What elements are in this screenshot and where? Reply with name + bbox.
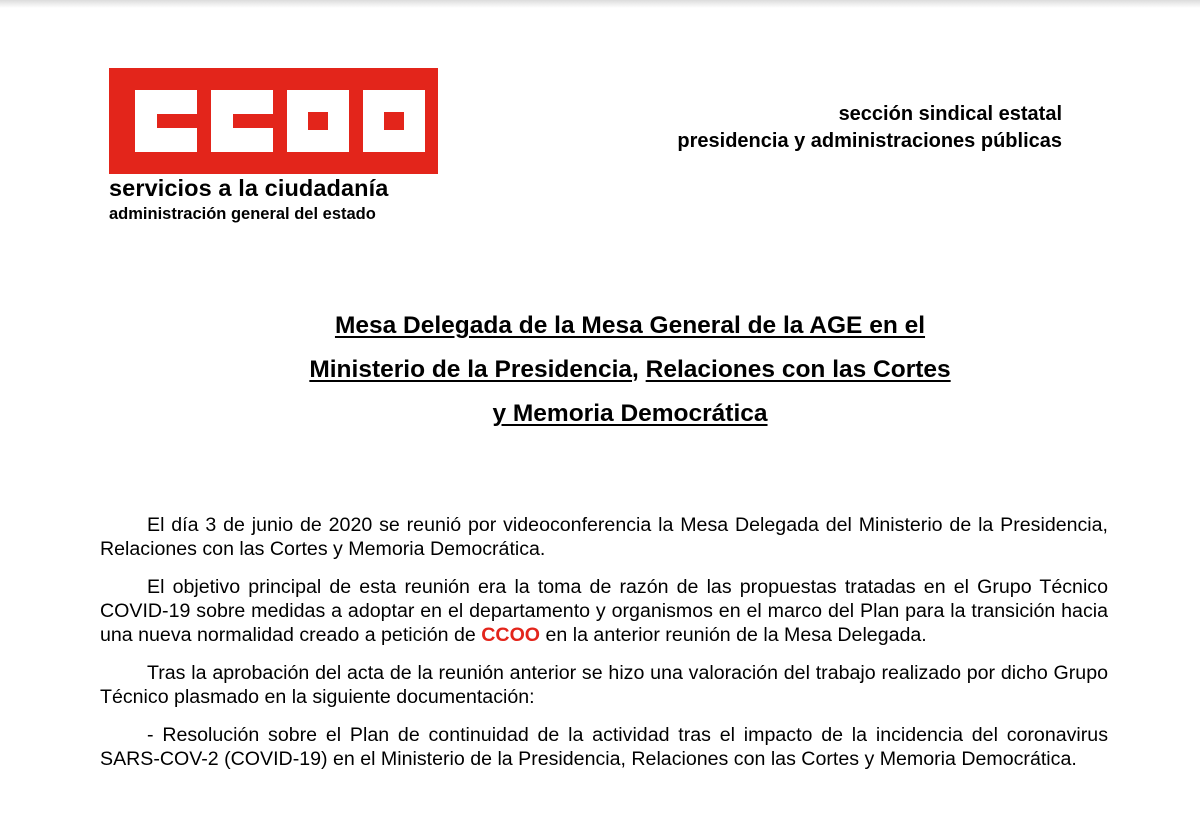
page-top-edge <box>0 0 1200 8</box>
section-header <box>677 101 1062 155</box>
ccoo-highlight: CCOO <box>481 624 541 646</box>
paragraph-2 <box>100 575 1108 647</box>
paragraph-1: El día 3 de junio de 2020 se reunió por videoconferencia la Mesa Delegada del Ministerio de la Presidencia, Relaciones con las Cortes y Memoria Democrática. <box>100 514 1108 560</box>
paragraph-2-end: en la anterior reunión de la Mesa Delegada. <box>540 624 927 646</box>
title-relations: Relaciones con las Cortes <box>645 356 951 383</box>
document-title <box>130 304 1130 436</box>
section-header-line2: presidencia y administraciones públicas <box>677 130 1062 152</box>
paragraph-3: Tras la aprobación del acta de la reunión anterior se hizo una valoración del trabajo realizado por dicho Grupo Técnico plasmado en la siguiente documentación: <box>100 662 1108 708</box>
ccoo-logo-letters <box>109 68 438 174</box>
logo-subtitle: servicios a la ciudadanía <box>109 175 389 201</box>
logo-subtitle-2: administración general del estado <box>109 205 376 223</box>
title-ministry: Ministerio de la Presidencia <box>309 356 633 383</box>
ccoo-logo <box>109 68 438 174</box>
title-comma: , <box>632 356 639 383</box>
paragraph-4: - Resolución sobre el Plan de continuidad de la actividad tras el impacto de la incidencia del coronavirus SARS-COV-2 (COVID-19) en el Ministerio de la Presidencia, Relaciones con las Cortes y Memoria Democrática. <box>100 724 1108 770</box>
title-line1: Mesa Delegada de la Mesa General de la AGE en el <box>334 312 926 339</box>
title-line3: y Memoria Democrática <box>492 400 768 427</box>
paragraph-2-text: El objetivo principal de esta reunión era la toma de razón de las propuestas tratadas en el Grupo Técnico COVID-19 sobre medidas a adoptar en el departamento y organismos en el marco del Plan para la transición hacia una nueva normalidad creado a petición de <box>100 576 1108 646</box>
section-header-line1: sección sindical estatal <box>838 103 1062 125</box>
document-body <box>100 513 1108 785</box>
